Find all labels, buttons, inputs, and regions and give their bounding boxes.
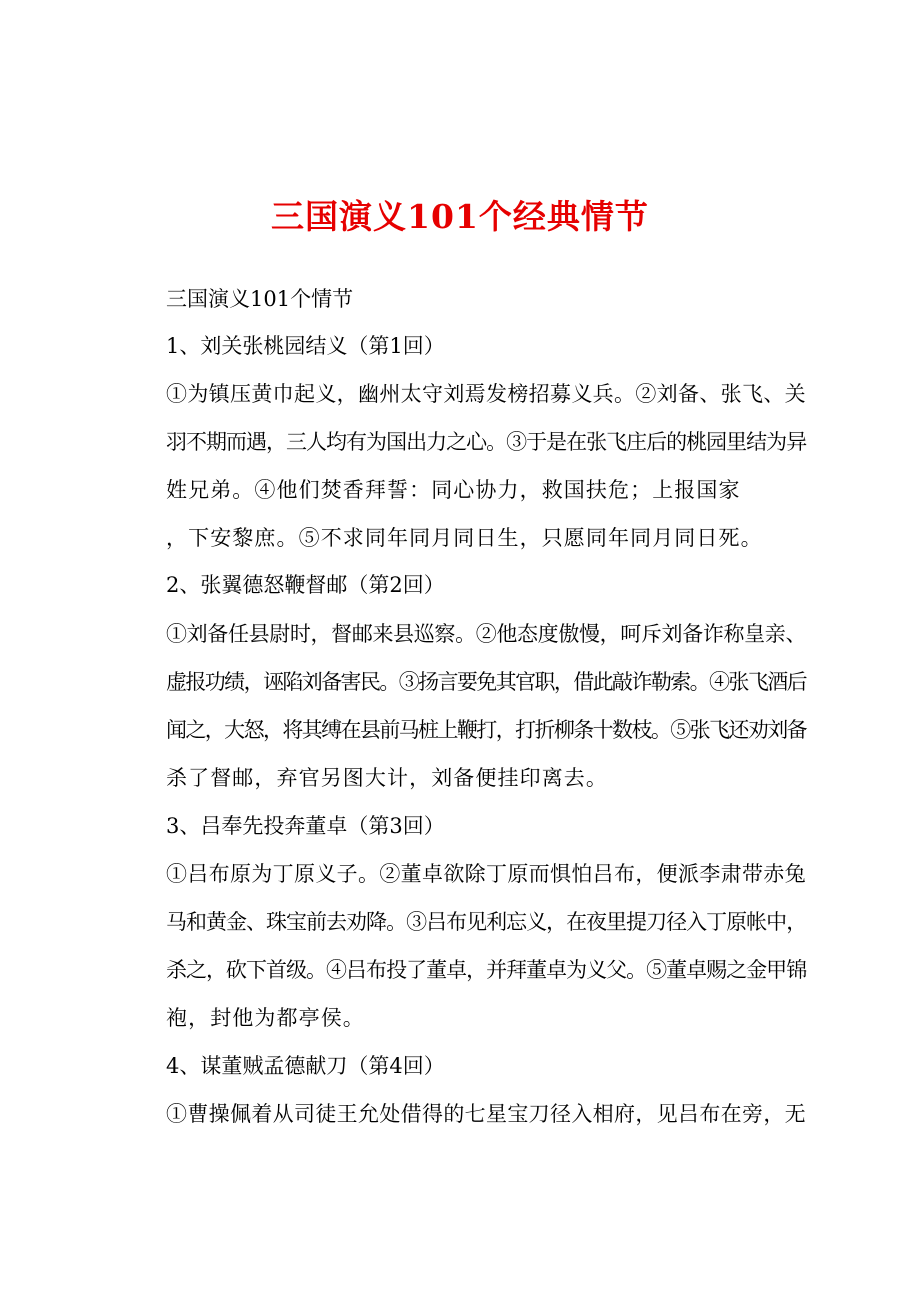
section-heading-1: 1、刘关张桃园结义（第1回）	[166, 334, 445, 358]
section-3-line-2: 马和黄金、珠宝前去劝降。③吕布见利忘义，在夜里提刀径入丁原帐中，	[166, 910, 807, 934]
section-2-line-3: 闻之，大怒，将其缚在县前马桩上鞭打，打折柳条十数枝。⑤张飞还劝刘备	[166, 718, 806, 742]
section-1-line-1: ①为镇压黄巾起义，幽州太守刘焉发榜招募义兵。②刘备、张飞、关	[166, 382, 806, 406]
section-2-line-2: 虚报功绩，诬陷刘备害民。③扬言要免其官职，借此敲诈勒索。④张飞酒后	[166, 670, 806, 694]
document-title: 三国演义101个经典情节	[271, 197, 649, 236]
document-subtitle: 三国演义101个情节	[166, 287, 354, 311]
section-3-line-1: ①吕布原为丁原义子。②董卓欲除丁原而惧怕吕布，便派李肃带赤兔	[166, 862, 806, 886]
section-3-line-3: 杀之，砍下首级。④吕布投了董卓，并拜董卓为义父。⑤董卓赐之金甲锦	[166, 958, 807, 982]
section-3-line-4: 袍，封他为都亭侯。	[166, 1006, 365, 1030]
section-1-line-4: ，下安黎庶。⑤不求同年同月同日生，只愿同年同月同日死。	[166, 526, 763, 550]
section-heading-4: 4、谋董贼孟德献刀（第4回）	[166, 1054, 445, 1078]
section-1-line-2: 羽不期而遇，三人均有为国出力之心。③于是在张飞庄后的桃园里结为异	[166, 430, 807, 454]
section-2-line-4: 杀了督邮，弃官另图大计，刘备便挂印离去。	[166, 766, 608, 790]
section-4-line-1: ①曹操佩着从司徒王允处借得的七星宝刀径入相府，见吕布在旁，无	[166, 1102, 806, 1126]
section-heading-2: 2、张翼德怒鞭督邮（第2回）	[166, 573, 445, 597]
section-2-line-1: ①刘备任县尉时，督邮来县巡察。②他态度傲慢，呵斥刘备诈称皇亲、	[166, 622, 807, 646]
section-heading-3: 3、吕奉先投奔董卓（第3回）	[166, 814, 445, 838]
section-1-line-3: 姓兄弟。④他们焚香拜誓：同心协力，救国扶危；上报国家	[166, 478, 741, 502]
